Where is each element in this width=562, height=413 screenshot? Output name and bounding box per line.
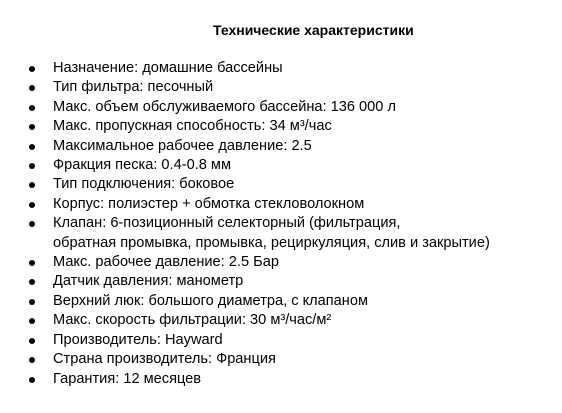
list-item	[0, 253, 490, 272]
spec-text: Макс. скорость фильтрации: 30 м³/час/м²	[53, 312, 332, 329]
list-item	[0, 195, 490, 214]
spec-text: Страна производитель: Франция	[53, 351, 276, 368]
list-item	[0, 156, 490, 175]
bullet-icon	[29, 338, 35, 344]
list-item	[0, 331, 490, 350]
bullet-icon	[29, 221, 35, 227]
bullet-icon	[29, 318, 35, 324]
bullet-icon	[29, 182, 35, 188]
list-item	[0, 292, 490, 311]
spec-text: Макс. рабочее давление: 2.5 Бар	[53, 254, 279, 271]
bullet-icon	[29, 105, 35, 111]
spec-text: Макс. объем обслуживаемого бассейна: 136 000 л	[53, 98, 396, 115]
spec-text: Корпус: полиэстер + обмотка стекловолокном	[53, 195, 365, 212]
document-title: Технические характеристики	[213, 22, 414, 38]
list-item	[0, 98, 490, 117]
spec-text: Максимальное рабочее давление: 2.5	[53, 137, 312, 154]
bullet-icon	[29, 85, 35, 91]
list-item	[0, 214, 490, 253]
bullet-icon	[29, 279, 35, 285]
spec-list	[0, 59, 490, 389]
bullet-icon	[29, 357, 35, 363]
list-item	[0, 78, 490, 97]
list-item	[0, 59, 490, 78]
spec-text: Макс. пропускная способность: 34 м³/час	[53, 118, 332, 135]
bullet-icon	[29, 144, 35, 150]
bullet-icon	[29, 163, 35, 169]
list-item	[0, 175, 490, 194]
bullet-icon	[29, 377, 35, 383]
list-item	[0, 370, 490, 389]
list-item	[0, 117, 490, 136]
bullet-icon	[29, 124, 35, 130]
list-item	[0, 311, 490, 330]
spec-text: Тип фильтра: песочный	[53, 79, 214, 96]
list-item	[0, 272, 490, 291]
list-item	[0, 137, 490, 156]
spec-text: Назначение: домашние бассейны	[53, 60, 283, 76]
list-item	[0, 350, 490, 369]
bullet-icon	[29, 260, 35, 266]
spec-text: Тип подключения: боковое	[53, 176, 235, 193]
bullet-icon	[29, 299, 35, 305]
spec-text: Гарантия: 12 месяцев	[53, 370, 202, 387]
spec-text-continuation: обратная промывка, промывка, рециркуляция, слив и закрытие)	[53, 234, 490, 251]
spec-text: Клапан: 6-позиционный селекторный (фильтрация,	[53, 215, 401, 232]
bullet-icon	[29, 66, 35, 72]
bullet-icon	[29, 202, 35, 208]
spec-text: Верхний люк: большого диаметра, с клапаном	[53, 292, 368, 309]
spec-text: Датчик давления: манометр	[53, 273, 244, 290]
spec-text: Фракция песка: 0.4-0.8 мм	[53, 157, 231, 174]
spec-text: Производитель: Hayward	[53, 331, 223, 348]
